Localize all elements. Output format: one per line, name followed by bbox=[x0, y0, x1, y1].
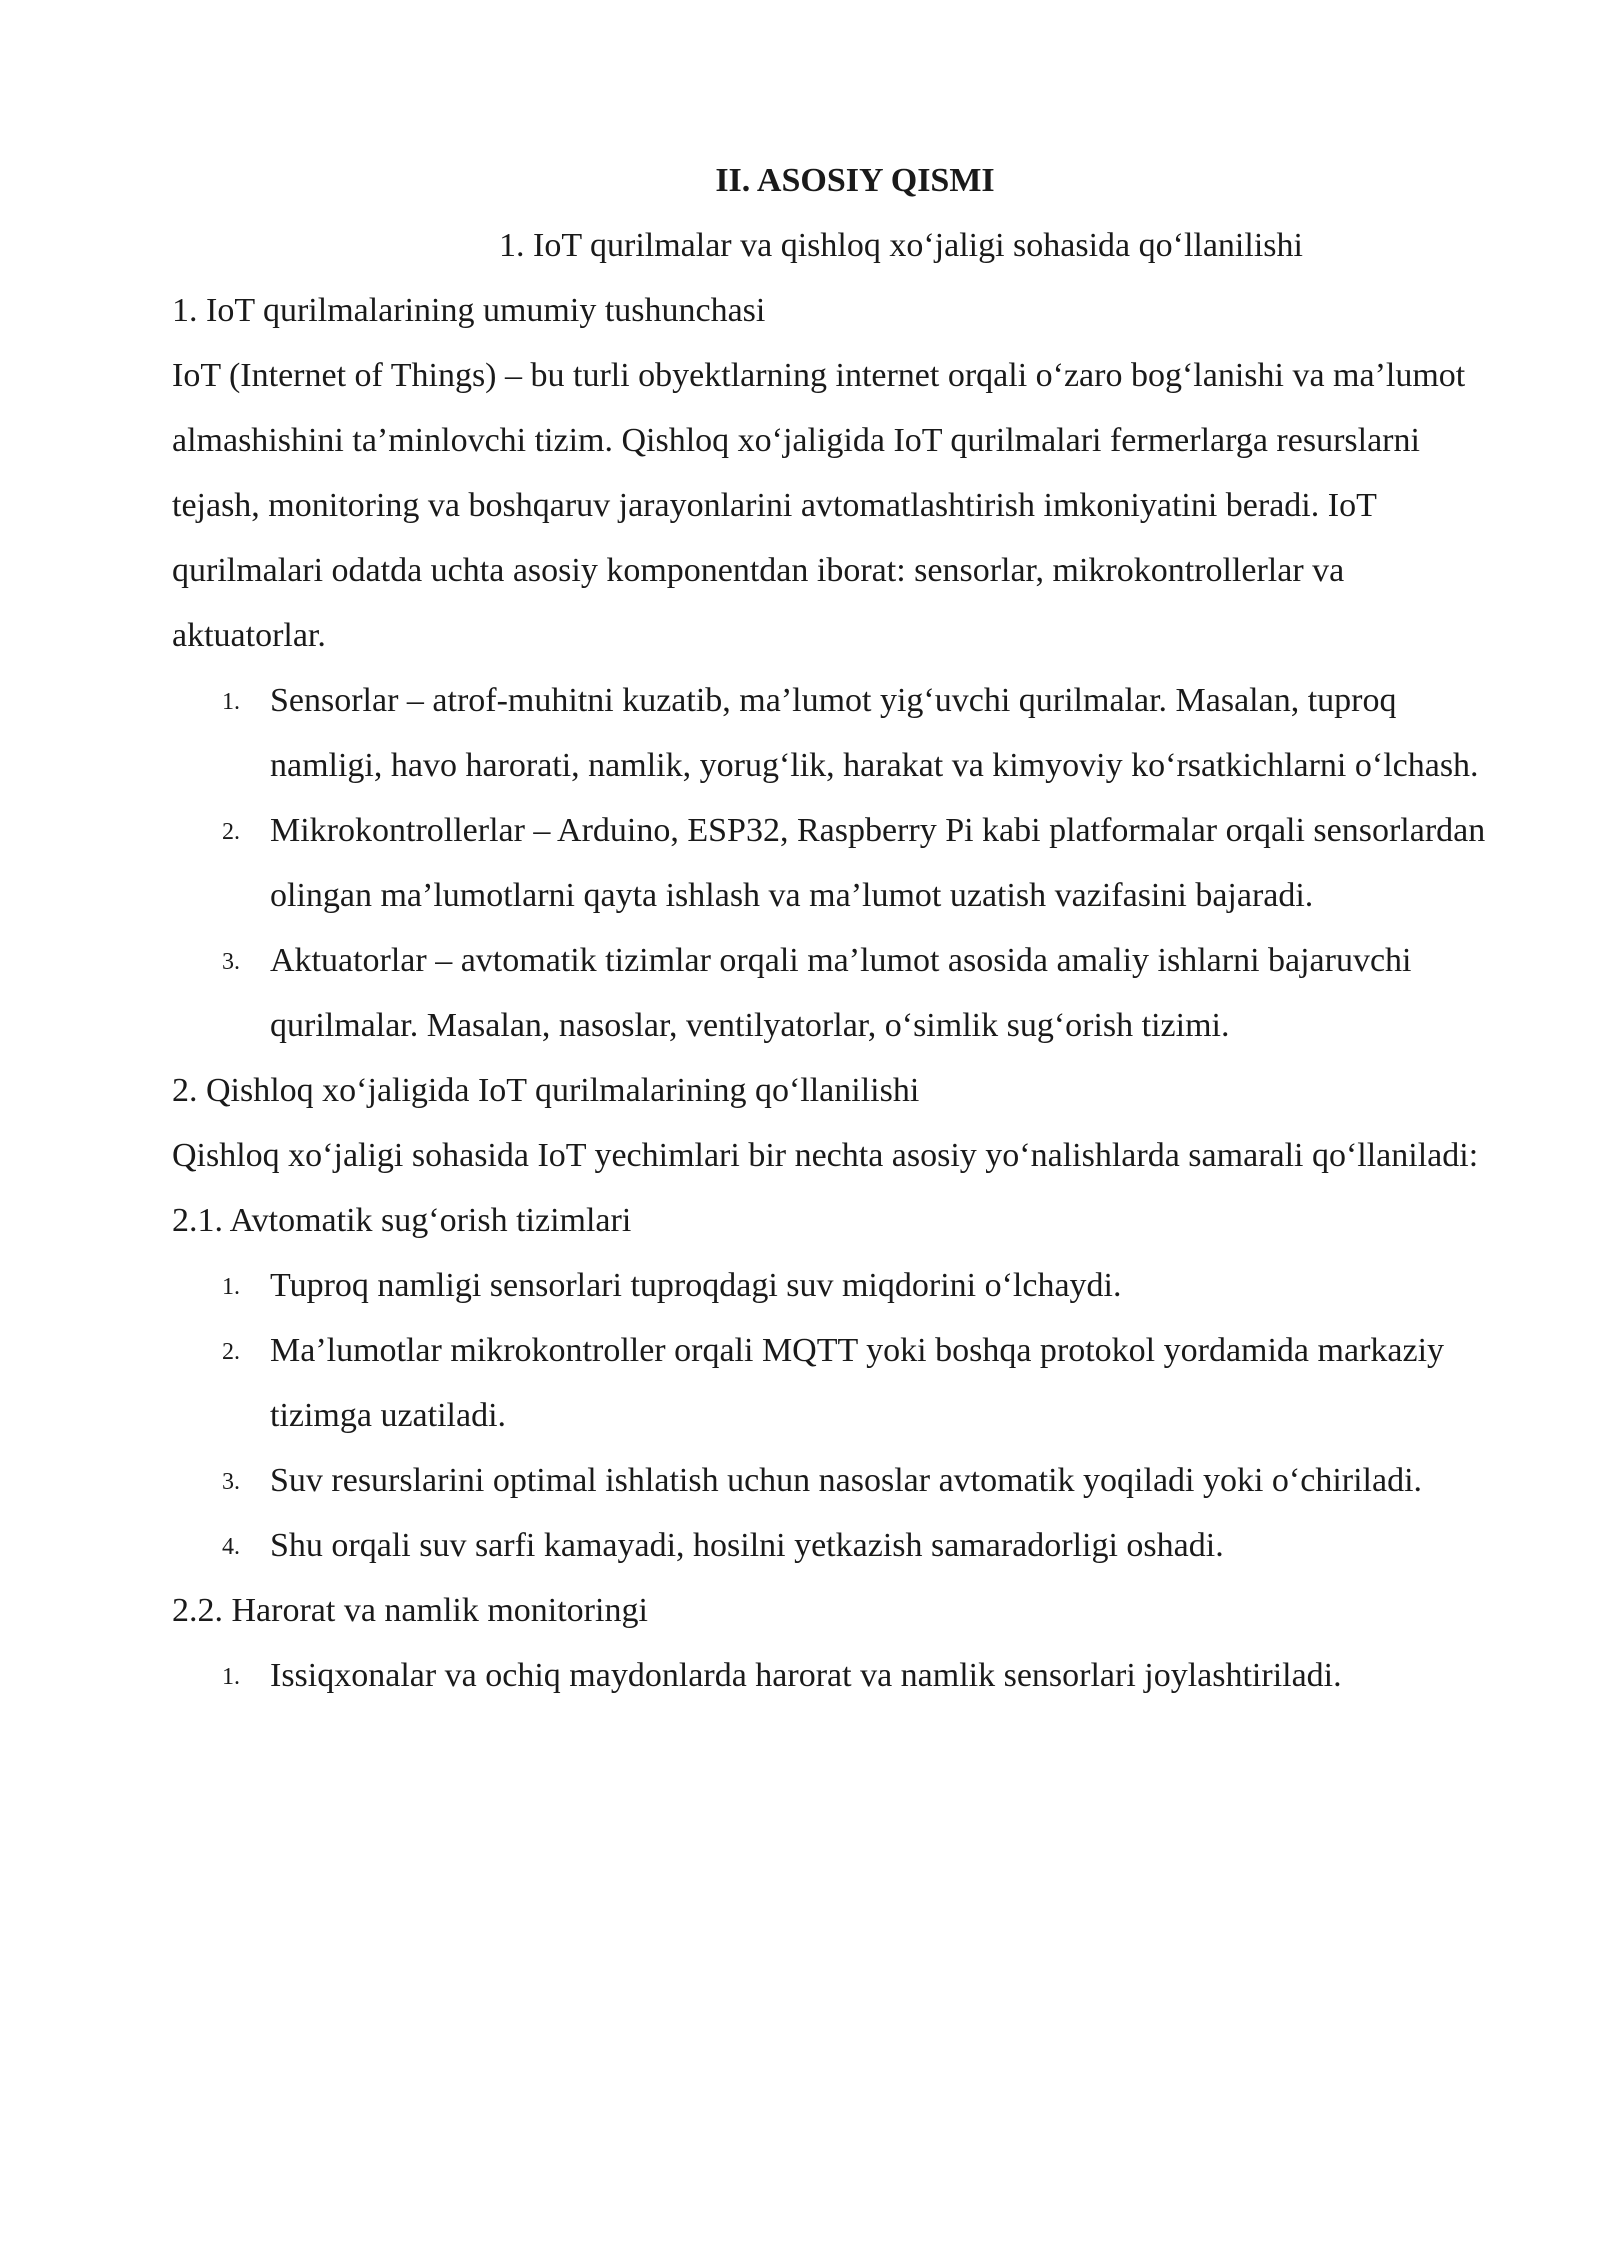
list-item bbox=[172, 668, 1502, 798]
list-item-text: Aktuatorlar – avtomatik tizimlar orqali ma’lumot asosida amaliy ishlarni bajaruvchi qurilmalar. Masalan, nasoslar, ventilyatorlar, o‘simlik sug‘orish tizimi. bbox=[270, 942, 1412, 1044]
page-subtitle: 1. IoT qurilmalar va qishloq xo‘jaligi sohasida qo‘llanilishi bbox=[499, 227, 1303, 264]
document-content bbox=[172, 148, 1502, 1708]
numbered-list bbox=[172, 668, 1502, 1058]
section-heading: 1. IoT qurilmalarining umumiy tushunchasi bbox=[172, 292, 766, 329]
paragraph: IoT (Internet of Things) – bu turli obyektlarning internet orqali o‘zaro bog‘lanishi va ma’lumot almashishini ta’minlovchi tizim. Qishloq xo‘jaligida IoT qurilmalari fermerlarga resurslarni tejash, monitoring va boshqaruv jarayonlarini avtomatlashtirish imkoniyatini beradi. IoT qurilmalari odatda uchta asosiy komponentdan iborat: sensorlar, mikrokontrollerlar va aktuatorlar. bbox=[172, 357, 1466, 654]
list-item-text: Sensorlar – atrof-muhitni kuzatib, ma’lumot yig‘uvchi qurilmalar. Masalan, tuproq namligi, havo harorati, namlik, yorug‘lik, harakat va kimyoviy ko‘rsatkichlarni o‘lchash. bbox=[270, 682, 1479, 784]
list-item bbox=[172, 1513, 1502, 1578]
list-item-text: Suv resurslarini optimal ishlatish uchun nasoslar avtomatik yoqiladi yoki o‘chiriladi. bbox=[270, 1462, 1423, 1499]
list-number: 4. bbox=[222, 1534, 240, 1560]
section-heading: 2. Qishloq xo‘jaligida IoT qurilmalarining qo‘llanilishi bbox=[172, 1072, 920, 1109]
list-item-text: Ma’lumotlar mikrokontroller orqali MQTT yoki boshqa protokol yordamida markaziy tizimga uzatiladi. bbox=[270, 1332, 1445, 1434]
list-item bbox=[172, 1253, 1502, 1318]
list-item bbox=[172, 1448, 1502, 1513]
list-number: 2. bbox=[222, 1339, 240, 1365]
numbered-list bbox=[172, 1643, 1502, 1708]
numbered-list bbox=[172, 1253, 1502, 1578]
list-item bbox=[172, 1318, 1502, 1448]
paragraph: Qishloq xo‘jaligi sohasida IoT yechimlari bir nechta asosiy yo‘nalishlarda samarali qo‘llaniladi: bbox=[172, 1137, 1479, 1174]
page-title: II. ASOSIY QISMI bbox=[715, 162, 995, 199]
subsection-heading: 2.1. Avtomatik sug‘orish tizimlari bbox=[172, 1202, 632, 1239]
list-item-text: Tuproq namligi sensorlari tuproqdagi suv miqdorini o‘lchaydi. bbox=[270, 1267, 1122, 1304]
list-number: 1. bbox=[222, 1274, 240, 1300]
list-item bbox=[172, 798, 1502, 928]
subsection-heading: 2.2. Harorat va namlik monitoringi bbox=[172, 1592, 648, 1629]
list-number: 1. bbox=[222, 689, 240, 715]
list-number: 2. bbox=[222, 819, 240, 845]
list-item bbox=[172, 928, 1502, 1058]
list-number: 3. bbox=[222, 1469, 240, 1495]
list-number: 3. bbox=[222, 949, 240, 975]
list-item bbox=[172, 1643, 1502, 1708]
list-number: 1. bbox=[222, 1664, 240, 1690]
list-item-text: Mikrokontrollerlar – Arduino, ESP32, Raspberry Pi kabi platformalar orqali sensorlardan olingan ma’lumotlarni qayta ishlash va ma’lumot uzatish vazifasini bajaradi. bbox=[270, 812, 1486, 914]
list-item-text: Issiqxonalar va ochiq maydonlarda harorat va namlik sensorlari joylashtiriladi. bbox=[270, 1657, 1342, 1694]
list-item-text: Shu orqali suv sarfi kamayadi, hosilni yetkazish samaradorligi oshadi. bbox=[270, 1527, 1224, 1564]
